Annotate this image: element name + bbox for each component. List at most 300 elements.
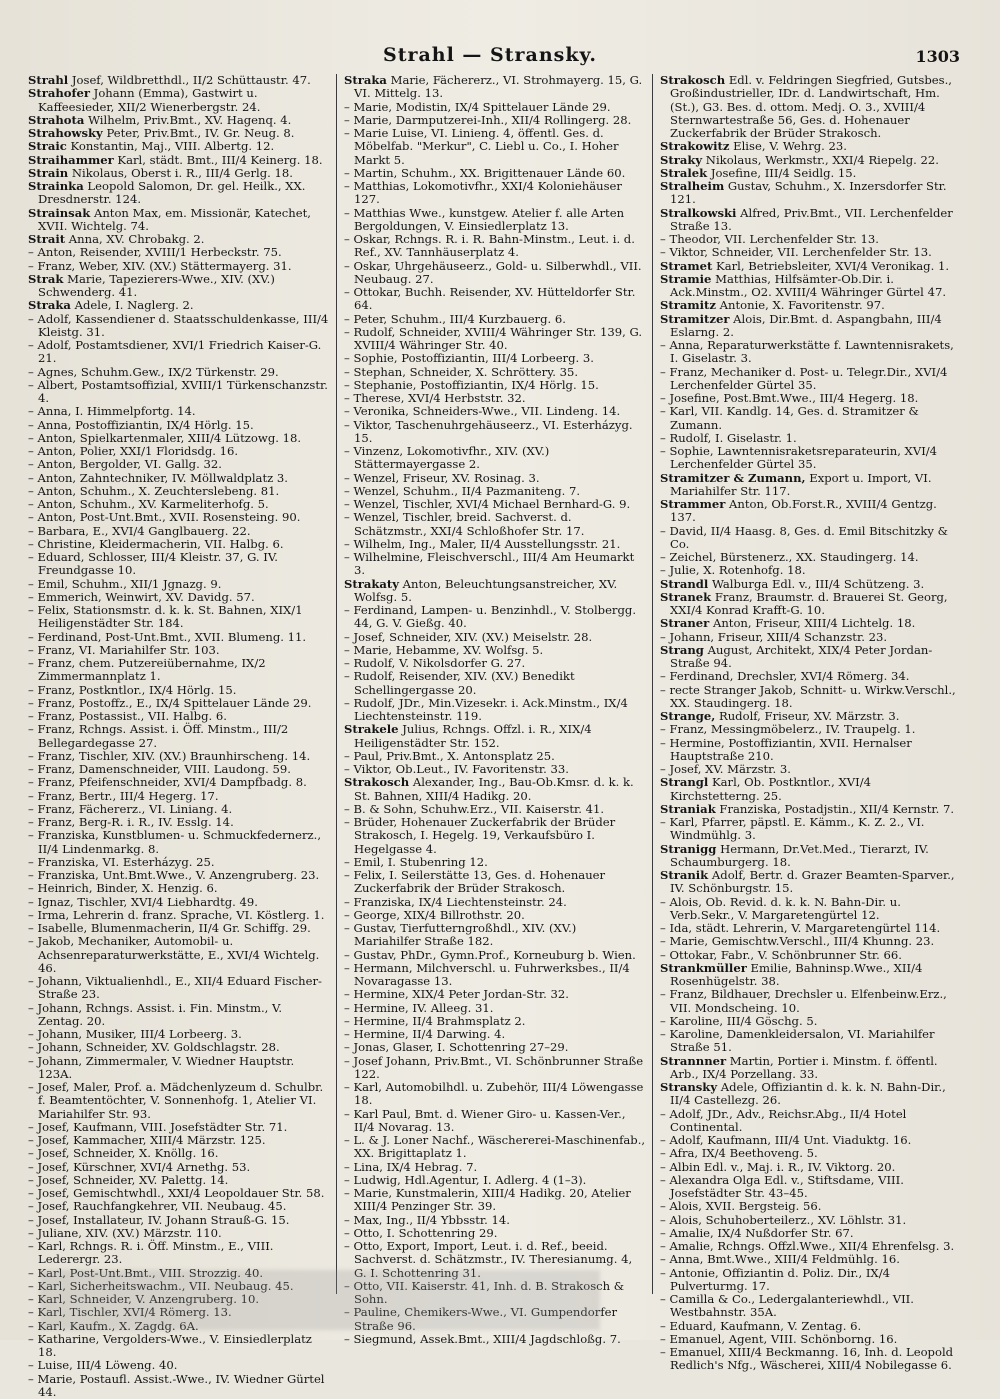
directory-entry <box>660 1214 962 1227</box>
directory-entry <box>28 74 330 87</box>
directory-entry <box>28 909 330 922</box>
directory-entry <box>28 697 330 710</box>
entry-text: Elise, V. Wehrg. 23. <box>729 139 847 153</box>
entry-text: – Otto, Export, Import, Leut. i. d. Ref., beeid. Sachverst. d. Schätzmstr., IV. Theresianumg. 4, G. I. Schottenring 31. <box>344 1239 632 1280</box>
entry-text: – Gustav, PhDr., Gymn.Prof., Korneuburg b. Wien. <box>344 948 636 962</box>
entry-text: – Amalie, Rchngs. Offzl.Wwe., XII/4 Ehrenfelsg. 3. <box>660 1239 954 1253</box>
entry-surname: Strannner <box>660 1054 726 1068</box>
entry-text: – Johann, Viktualienhdl., E., XII/4 Eduard Fischer-Straße 23. <box>28 974 322 1001</box>
entry-text: – George, XIX/4 Billrothstr. 20. <box>344 908 525 922</box>
entry-text: – Luise, III/4 Löweng. 40. <box>28 1358 177 1372</box>
directory-entry <box>28 1161 330 1174</box>
entry-text: – Franz, Mechaniker d. Post- u. Telegr.Dir., XVI/4 Lerchenfelder Gürtel 35. <box>660 365 947 392</box>
directory-entry <box>660 392 962 405</box>
entry-text: – Hermine, Postoffiziantin, XVII. Hernalser Hauptstraße 210. <box>660 736 912 763</box>
directory-entry <box>28 246 330 259</box>
entry-text: Anton, Ob.Forst.R., XVIII/4 Gentzg. 137. <box>670 497 937 524</box>
directory-entry <box>660 776 962 803</box>
entry-text: – Wilhelm, Ing., Maler, II/4 Ausstellungsstr. 21. <box>344 537 620 551</box>
entry-text: Adolf, Bertr. d. Grazer Beamten-Sparver., IV. Schönburgstr. 15. <box>670 868 955 895</box>
entry-text: – Ferdinand, Drechsler, XVI/4 Römerg. 34. <box>660 669 909 683</box>
directory-entry <box>660 710 962 723</box>
directory-entry <box>344 352 646 365</box>
entry-text: – Antonie, Offiziantin d. Poliz. Dir., IX/4 Pulverturmg. 17. <box>660 1266 890 1293</box>
directory-entry <box>660 962 962 989</box>
directory-entry <box>28 578 330 591</box>
directory-entry <box>344 803 646 816</box>
directory-entry <box>28 405 330 418</box>
entry-text: Marie, Tapezierers-Wwe., XIV. (XV.) Schwenderg. 41. <box>38 272 275 299</box>
directory-entry <box>344 405 646 418</box>
entry-text: – Marie Luise, VI. Linieng. 4, öffentl. Ges. d. Möbelfab. "Merkur", C. Liebl u. Co., I. Hoher Markt 5. <box>344 126 619 167</box>
directory-entry <box>344 750 646 763</box>
entry-text: Wilhelm, Priv.Bmt., XV. Hagenq. 4. <box>84 113 291 127</box>
running-head: Strahl — Stransky. <box>20 44 960 66</box>
entry-text: – David, II/4 Haasg. 8, Ges. d. Emil Bitschitzky & Co. <box>660 524 948 551</box>
entry-text: – Josef Johann, Priv.Bmt., VI. Schönbrunner Straße 122. <box>344 1054 643 1081</box>
entry-surname: Strange, <box>660 709 715 723</box>
entry-text: – Karl, Tischler, XVI/4 Römerg. 13. <box>28 1305 232 1319</box>
entry-text: Edl. v. Feldringen Siegfried, Gutsbes., Großindustrieller, IDr. d. Landwirtschaft, Hm. (St.), G3. Bes. d. ottom. Medj. O. 3., XVIII/4 Sternwartestraße 56, Ges. d. Hohenauer Zuckerfabrik der Brüder Strakosch. <box>670 73 952 140</box>
entry-text: – Stephan, Schneider, X. Schröttery. 35. <box>344 365 578 379</box>
directory-entry <box>660 1147 962 1160</box>
entry-text: Rudolf, Friseur, XV. Märzstr. 3. <box>715 709 899 723</box>
entry-text: Anton Max, em. Missionär, Katechet, XVII. Wichtelg. 74. <box>38 206 311 233</box>
directory-entry <box>28 154 330 167</box>
directory-entry <box>28 869 330 882</box>
directory-entry <box>28 339 330 366</box>
column-3 <box>660 74 962 1294</box>
entry-text: – Wilhelmine, Fleischverschl., III/4 Am Heumarkt 3. <box>344 550 634 577</box>
directory-entry <box>660 1240 962 1253</box>
directory-entry <box>660 896 962 923</box>
directory-entry <box>28 1147 330 1160</box>
entry-text: – Hermine, II/4 Brahmsplatz 2. <box>344 1014 525 1028</box>
directory-entry <box>344 326 646 353</box>
entry-text: – Camilla & Co., Ledergalanteriewhdl., VII. Westbahnstr. 35A. <box>660 1292 914 1319</box>
directory-entry <box>344 697 646 724</box>
entry-text: – Karl, Rchngs. R. i. Öff. Minstm., E., VIII. Lederergr. 23. <box>28 1239 273 1266</box>
entry-text: – Franz, Messingmöbelerz., IV. Traupelg. 1. <box>660 722 915 736</box>
directory-entry <box>28 856 330 869</box>
entry-surname: Strammer <box>660 497 725 511</box>
entry-text: – Otto, VII. Kaiserstr. 41, Inh. d. B. Strakosch & Sohn. <box>344 1279 624 1306</box>
directory-entry <box>28 260 330 273</box>
directory-entry <box>344 763 646 776</box>
directory-entry <box>660 1174 962 1201</box>
directory-entry <box>660 260 962 273</box>
entry-surname: Straner <box>660 616 709 630</box>
directory-entry <box>660 246 962 259</box>
entry-text: – Albin Edl. v., Maj. i. R., IV. Viktorg. 20. <box>660 1160 895 1174</box>
entry-surname: Strainsak <box>28 206 90 220</box>
directory-entry <box>660 763 962 776</box>
directory-entry <box>28 922 330 935</box>
entry-text: – Ferdinand, Post-Unt.Bmt., XVII. Blumeng. 11. <box>28 630 306 644</box>
entry-text: Alois, Dir.Bmt. d. Aspangbahn, III/4 Eslarng. 2. <box>670 312 942 339</box>
directory-entry <box>660 922 962 935</box>
directory-entry <box>660 472 962 499</box>
entry-text: – Anton, Schuhm., X. Zeuchterslebeng. 81. <box>28 484 279 498</box>
entry-text: – B. & Sohn, Schuhw.Erz., VII. Kaiserstr. 41. <box>344 802 604 816</box>
directory-entry <box>28 1333 330 1360</box>
entry-text: – Anton, Post-Unt.Bmt., XVII. Rosensteing. 90. <box>28 510 300 524</box>
directory-entry <box>344 207 646 234</box>
entry-text: – Anton, Reisender, XVIII/1 Herbeckstr. 75. <box>28 245 282 259</box>
directory-entry <box>28 525 330 538</box>
directory-entry <box>660 180 962 207</box>
entry-surname: Straka <box>344 73 387 87</box>
directory-entry <box>344 1134 646 1161</box>
entry-text: Johann (Emma), Gastwirt u. Kaffeesieder, XII/2 Wienerbergstr. 24. <box>38 86 260 113</box>
entry-text: Julius, Rchngs. Offzl. i. R., XIX/4 Heiligenstädter Str. 152. <box>354 722 592 749</box>
entry-text: – Sophie, Lawntennisraketsreparateurin, XVI/4 Lerchenfelder Gürtel 35. <box>660 444 937 471</box>
directory-entry <box>28 432 330 445</box>
directory-entry <box>660 1081 962 1108</box>
entry-text: – Alexandra Olga Edl. v., Stiftsdame, VIII. Josefstädter Str. 43–45. <box>660 1173 904 1200</box>
directory-entry <box>344 485 646 498</box>
entry-text: – Josef, Kürschner, XVI/4 Arnethg. 53. <box>28 1160 250 1174</box>
entry-surname: Stralheim <box>660 179 724 193</box>
directory-entry <box>28 180 330 207</box>
entry-text: – Wenzel, Tischler, XVI/4 Michael Bernhard-G. 9. <box>344 497 630 511</box>
directory-entry <box>28 1359 330 1372</box>
directory-entry <box>660 432 962 445</box>
directory-entry <box>660 273 962 300</box>
entry-text: – Anna, Reparaturwerkstätte f. Lawntennisrakets, I. Giselastr. 3. <box>660 338 954 365</box>
directory-entry <box>28 458 330 471</box>
entry-surname: Stranek <box>660 590 711 604</box>
entry-text: – Felix, I. Seilerstätte 13, Ges. d. Hohenauer Zuckerfabrik der Brüder Strakosch. <box>344 868 605 895</box>
entry-surname: Strain <box>28 166 68 180</box>
entry-text: – Franz, Bildhauer, Drechsler u. Elfenbeinw.Erz., VII. Mondscheing. 10. <box>660 987 947 1014</box>
directory-entry <box>28 379 330 406</box>
entry-text: – Emil, I. Stubenring 12. <box>344 855 488 869</box>
entry-text: – Wenzel, Schuhm., II/4 Pazmaniteng. 7. <box>344 484 580 498</box>
entry-text: – Ludwig, Hdl.Agentur, I. Adlerg. 4 (1–3). <box>344 1173 586 1187</box>
entry-text: – Martin, Schuhm., XX. Brigittenauer Lände 60. <box>344 166 625 180</box>
entry-text: – Hermine, II/4 Darwing. 4. <box>344 1027 505 1041</box>
directory-entry <box>660 1253 962 1266</box>
entry-text: – Otto, I. Schottenring 29. <box>344 1226 497 1240</box>
entry-text: Anton, Beleuchtungsanstreicher, XV. Wolfsg. 5. <box>354 577 617 604</box>
directory-entry <box>28 710 330 723</box>
entry-text: – Peter, Schuhm., III/4 Kurzbauerg. 6. <box>344 312 566 326</box>
entry-text: – Veronika, Schneiders-Wwe., VII. Lindeng. 14. <box>344 404 620 418</box>
entry-text: – Anton, Zahntechniker, IV. Möllwaldplatz 3. <box>28 471 288 485</box>
entry-text: – Rudolf, V. Nikolsdorfer G. 27. <box>344 656 525 670</box>
entry-text: – Johann, Zimmermaler, V. Wiedner Hauptstr. 123A. <box>28 1054 294 1081</box>
directory-entry <box>660 299 962 312</box>
entry-text: – Lina, IX/4 Hebrag. 7. <box>344 1160 477 1174</box>
directory-entry <box>344 1174 646 1187</box>
directory-entry <box>28 1174 330 1187</box>
entry-text: – Ottokar, Buchh. Reisender, XV. Hütteldorfer Str. 64. <box>344 285 635 312</box>
entry-surname: Stramitzer <box>660 312 729 326</box>
entry-text: – Jonas, Glaser, I. Schottenring 27–29. <box>344 1040 568 1054</box>
directory-entry <box>28 167 330 180</box>
entry-text: – Albert, Postamtsoffizial, XVIII/1 Türkenschanzstr. 4. <box>28 378 328 405</box>
directory-entry <box>28 816 330 829</box>
entry-text: – Wenzel, Tischler, breid. Sachverst. d. Schätzmstr., XXI/4 Schloßhofer Str. 17. <box>344 510 584 537</box>
entries-area <box>28 74 966 1294</box>
entry-text: – Franziska, Kunstblumen- u. Schmuckfedernerz., II/4 Lindenmarkg. 8. <box>28 828 321 855</box>
entry-text: – Viktor, Taschenuhrgehäuseerz., VI. Esterházyg. 15. <box>344 418 633 445</box>
directory-entry <box>344 1227 646 1240</box>
entry-surname: Strakosch <box>660 73 725 87</box>
directory-entry <box>344 1081 646 1108</box>
entry-text: Josef, Wildbretthdl., II/2 Schüttaustr. 47. <box>68 73 311 87</box>
entry-text: – Karl, Pfarrer, päpstl. E. Kämm., K. Z. 2., VI. Windmühlg. 3. <box>660 815 924 842</box>
directory-entry <box>660 617 962 630</box>
directory-entry <box>28 631 330 644</box>
entry-text: Antonie, X. Favoritenstr. 97. <box>716 298 885 312</box>
directory-entry <box>28 273 330 300</box>
directory-entry <box>344 962 646 989</box>
entry-text: – Anna, I. Himmelpfortg. 14. <box>28 404 196 418</box>
directory-entry <box>344 922 646 949</box>
entry-text: – Marie, Modistin, IX/4 Spittelauer Lände 29. <box>344 100 611 114</box>
entry-text: – Josef, Installateur, IV. Johann Strauß-G. 15. <box>28 1213 289 1227</box>
entry-text: Walburga Edl. v., III/4 Schützeng. 3. <box>708 577 924 591</box>
directory-entry <box>660 644 962 671</box>
directory-entry <box>660 140 962 153</box>
directory-entry <box>660 869 962 896</box>
directory-entry <box>28 233 330 246</box>
entry-text: Emilie, Bahninsp.Wwe., XII/4 Rosenhügelstr. 38. <box>670 961 922 988</box>
directory-entry <box>660 949 962 962</box>
directory-entry <box>660 1015 962 1028</box>
entry-surname: Strahl <box>28 73 68 87</box>
directory-entry <box>344 313 646 326</box>
entry-text: – Theodor, VII. Lerchenfelder Str. 13. <box>660 232 879 246</box>
entry-text: – Rudolf, Reisender, XIV. (XV.) Benedikt Schellingergasse 20. <box>344 669 575 696</box>
directory-entry <box>660 1200 962 1213</box>
entry-text: – Amalie, IX/4 Nußdorfer Str. 67. <box>660 1226 854 1240</box>
directory-entry <box>28 1134 330 1147</box>
directory-entry <box>28 750 330 763</box>
directory-entry <box>660 631 962 644</box>
entry-text: – Adolf, Postamtsdiener, XVI/1 Friedrich Kaiser-G. 21. <box>28 338 321 365</box>
entry-text: – Anton, Spielkartenmaler, XIII/4 Lützowg. 18. <box>28 431 301 445</box>
entry-text: – Franz, VI. Mariahilfer Str. 103. <box>28 643 220 657</box>
entry-text: – Josef, Kammacher, XIII/4 Märzstr. 125. <box>28 1133 266 1147</box>
entry-text: – Paul, Priv.Bmt., X. Antonsplatz 25. <box>344 749 555 763</box>
entry-surname: Strakele <box>344 722 399 736</box>
entry-text: – Heinrich, Binder, X. Henzig. 6. <box>28 881 218 895</box>
entry-text: – Josef, Schneider, XV. Palettg. 14. <box>28 1173 228 1187</box>
entry-surname: Strahota <box>28 113 84 127</box>
entry-text: – Adolf, Kaufmann, III/4 Unt. Viaduktg. 16. <box>660 1133 911 1147</box>
entry-text: – L. & J. Loner Nachf., Wäschererei-Maschinenfab., XX. Brigittaplatz 1. <box>344 1133 645 1160</box>
entry-text: Franz, Braumstr. d. Brauerei St. Georg, XXI/4 Konrad Krafft-G. 10. <box>670 590 948 617</box>
entry-text: – Josef, Rauchfangkehrer, VII. Neubaug. 45. <box>28 1199 286 1213</box>
entry-surname: Strak <box>28 272 63 286</box>
entry-text: Leopold Salomon, Dr. gel. Heilk., XX. Dresdnerstr. 124. <box>38 179 306 206</box>
directory-entry <box>344 578 646 605</box>
directory-entry <box>660 1333 962 1346</box>
column-2 <box>344 74 646 1294</box>
directory-entry <box>660 154 962 167</box>
directory-entry <box>344 1161 646 1174</box>
entry-text: – Johann, Schneider, XV. Goldschlagstr. 28. <box>28 1040 280 1054</box>
directory-entry <box>344 114 646 127</box>
entry-text: – Karl, VII. Kandlg. 14, Ges. d. Stramitzer & Zumann. <box>660 404 919 431</box>
entry-text: Export u. Import, VI. Mariahilfer Str. 117. <box>670 471 932 498</box>
entry-text: – Karl, Sicherheitswachm., VII. Neubaug. 45. <box>28 1279 294 1293</box>
entry-text: – Vinzenz, Lokomotivfhr., XIV. (XV.) Stättermayergasse 2. <box>344 444 549 471</box>
directory-entry <box>344 988 646 1001</box>
directory-entry <box>28 313 330 340</box>
directory-entry <box>28 114 330 127</box>
entry-text: Konstantin, Maj., VIII. Albertg. 12. <box>67 139 274 153</box>
entry-surname: Stramitzer & Zumann, <box>660 471 806 485</box>
directory-entry <box>344 511 646 538</box>
directory-entry <box>344 896 646 909</box>
directory-entry <box>344 856 646 869</box>
directory-entry <box>344 776 646 803</box>
directory-entry <box>28 1240 330 1267</box>
entry-surname: Strainka <box>28 179 84 193</box>
entry-text: – Therese, XVI/4 Herbststr. 32. <box>344 391 526 405</box>
entry-text: – Matthias, Lokomotivfhr., XXI/4 Koloniehäuser 127. <box>344 179 622 206</box>
entry-surname: Strangl <box>660 775 708 789</box>
directory-entry <box>344 1108 646 1135</box>
entry-text: – Anton, Schuhm., XV. Karmeliterhofg. 5. <box>28 497 269 511</box>
directory-entry <box>344 869 646 896</box>
directory-entry <box>660 816 962 843</box>
entry-text: – Irma, Lehrerin d. franz. Sprache, VI. Köstlerg. 1. <box>28 908 324 922</box>
entry-text: – Ferdinand, Lampen- u. Benzinhdl., V. Stolbergg. 44, G. V. Gießg. 40. <box>344 603 636 630</box>
directory-entry <box>660 445 962 472</box>
entry-text: – Franz, Postassist., VII. Halbg. 6. <box>28 709 227 723</box>
entry-text: – Franz, chem. Putzereiübernahme, IX/2 Zimmermannplatz 1. <box>28 656 266 683</box>
entry-text: – Alois, Schuhoberteilerz., XV. Löhlstr. 31. <box>660 1213 906 1227</box>
directory-entry <box>344 127 646 167</box>
entry-text: – Johann, Friseur, XIII/4 Schanzstr. 23. <box>660 630 887 644</box>
entry-surname: Stranigg <box>660 842 716 856</box>
directory-entry <box>660 1227 962 1240</box>
directory-entry <box>28 896 330 909</box>
entry-text: – Emil, Schuhm., XII/1 Jgnazg. 9. <box>28 577 221 591</box>
directory-entry <box>28 975 330 1002</box>
directory-entry <box>28 882 330 895</box>
directory-entry <box>28 935 330 975</box>
entry-text: – Max, Ing., II/4 Ybbsstr. 14. <box>344 1213 510 1227</box>
directory-entry <box>28 127 330 140</box>
directory-entry <box>660 1134 962 1147</box>
directory-entry <box>660 684 962 711</box>
entry-text: – Franz, Postkntlor., IX/4 Hörlg. 15. <box>28 683 236 697</box>
directory-entry <box>660 233 962 246</box>
entry-text: – Marie, Postaufl. Assist.-Wwe., IV. Wiedner Gürtel 44. <box>28 1372 325 1399</box>
directory-entry <box>660 1055 962 1082</box>
page-header <box>20 44 960 70</box>
directory-entry <box>660 988 962 1015</box>
directory-entry <box>28 723 330 750</box>
directory-entry <box>28 763 330 776</box>
directory-entry <box>344 472 646 485</box>
entry-text: – Julie, X. Rotenhofg. 18. <box>660 563 806 577</box>
entry-surname: Strait <box>28 232 65 246</box>
entry-text: – Siegmund, Assek.Bmt., XIII/4 Jagdschloßg. 7. <box>344 1332 621 1346</box>
entry-text: Hermann, Dr.Vet.Med., Tierarzt, IV. Schaumburgerg. 18. <box>670 842 929 869</box>
directory-entry <box>660 74 962 140</box>
entry-text: – Afra, IX/4 Beethoveng. 5. <box>660 1146 818 1160</box>
entry-surname: Stranik <box>660 868 708 882</box>
entry-surname: Strakosch <box>344 775 409 789</box>
entry-text: – Johann, Musiker, III/4 Lorbeerg. 3. <box>28 1027 242 1041</box>
directory-entry <box>344 816 646 856</box>
entry-text: – Emanuel, XIII/4 Beckmanng. 16, Inh. d. Leopold Redlich's Nfg., Wäscherei, XIII/4 Nobilegasse 6. <box>660 1345 953 1372</box>
directory-entry <box>28 591 330 604</box>
directory-entry <box>28 1214 330 1227</box>
directory-entry <box>344 1041 646 1054</box>
entry-text: – Adolf, JDr., Adv., Reichsr.Abg., II/4 Hotel Continental. <box>660 1107 906 1134</box>
entry-text: – Karl Paul, Bmt. d. Wiener Giro- u. Kassen-Ver., II/4 Novarag. 13. <box>344 1107 626 1134</box>
entry-text: – Emmerich, Weinwirt, XV. Davidg. 57. <box>28 590 255 604</box>
directory-entry <box>660 525 962 552</box>
directory-entry <box>28 1041 330 1054</box>
directory-entry <box>660 405 962 432</box>
entry-text: August, Architekt, XIX/4 Peter Jordan-Straße 94. <box>670 643 932 670</box>
entry-text: Matthias, Hilfsämter-Ob.Dir. i. Ack.Minstm., O2. XVIII/4 Währinger Gürtel 47. <box>670 272 946 299</box>
entry-text: – Juliane, XIV. (XV.) Märzstr. 110. <box>28 1226 222 1240</box>
entry-text: – Josef, Kaufmann, VIII. Josefstädter Str. 71. <box>28 1120 287 1134</box>
entry-surname: Stramet <box>660 259 712 273</box>
directory-entry <box>344 1028 646 1041</box>
entry-text: – Franziska, Unt.Bmt.Wwe., V. Anzengruberg. 23. <box>28 868 319 882</box>
directory-entry <box>344 1015 646 1028</box>
entry-text: – Rudolf, JDr., Min.Vizesekr. i. Ack.Minstm., IX/4 Liechtensteinstr. 119. <box>344 696 628 723</box>
directory-entry <box>344 366 646 379</box>
directory-entry <box>344 180 646 207</box>
directory-entry <box>660 167 962 180</box>
entry-text: – Josef, Maler, Prof. a. Mädchenlyzeum d. Schulbr. f. Beamtentöchter, V. Sonnenhofg. 1, Atelier VI. Mariahilfer Str. 93. <box>28 1080 323 1121</box>
entry-text: – Johann, Rchngs. Assist. i. Fin. Minstm., V. Zentag. 20. <box>28 1001 282 1028</box>
entry-text: – Franz, Postoffz., E., IX/4 Spittelauer Lände 29. <box>28 696 311 710</box>
entry-text: – Eduard, Schlosser, III/4 Kleistr. 37, G. IV. Freundgasse 10. <box>28 550 278 577</box>
entry-text: – Isabelle, Blumenmacherin, II/4 Gr. Schiffg. 29. <box>28 921 311 935</box>
directory-entry <box>344 551 646 578</box>
directory-entry <box>344 644 646 657</box>
directory-entry <box>28 366 330 379</box>
directory-entry <box>660 723 962 736</box>
directory-entry <box>660 803 962 816</box>
directory-entry <box>660 1320 962 1333</box>
entry-text: – Karl, Kaufm., X. Zagdg. 6A. <box>28 1319 199 1333</box>
directory-entry <box>344 723 646 750</box>
entry-text: – Christine, Kleidermacherin, VII. Halbg. 6. <box>28 537 284 551</box>
entry-text: – Josef, XV. Märzstr. 3. <box>660 762 791 776</box>
entry-text: – Karoline, III/4 Göschg. 5. <box>660 1014 817 1028</box>
directory-entry <box>344 445 646 472</box>
directory-entry <box>28 684 330 697</box>
directory-entry <box>344 167 646 180</box>
entry-text: – Franz, Fächererz., VI. Liniang. 4. <box>28 802 232 816</box>
entry-text: – Pauline, Chemikers-Wwe., VI. Gumpendorfer Straße 96. <box>344 1305 617 1332</box>
entry-text: – Emanuel, Agent, VIII. Schönborng. 16. <box>660 1332 897 1346</box>
directory-entry <box>28 485 330 498</box>
entry-text: – Marie, Darmputzerei-Inh., XII/4 Rollingerg. 28. <box>344 113 631 127</box>
entry-text: Nikolaus, Werkmstr., XXI/4 Riepelg. 22. <box>702 153 939 167</box>
entry-surname: Strahofer <box>28 86 90 100</box>
entry-text: – Anna, Bmt.Wwe., XIII/4 Feldmühlg. 16. <box>660 1252 900 1266</box>
entry-text: – Franz, Berg-R. i. R., IV. Esslg. 14. <box>28 815 234 829</box>
entry-surname: Strandl <box>660 577 708 591</box>
entry-surname: Strahowsky <box>28 126 103 140</box>
directory-entry <box>660 207 962 234</box>
